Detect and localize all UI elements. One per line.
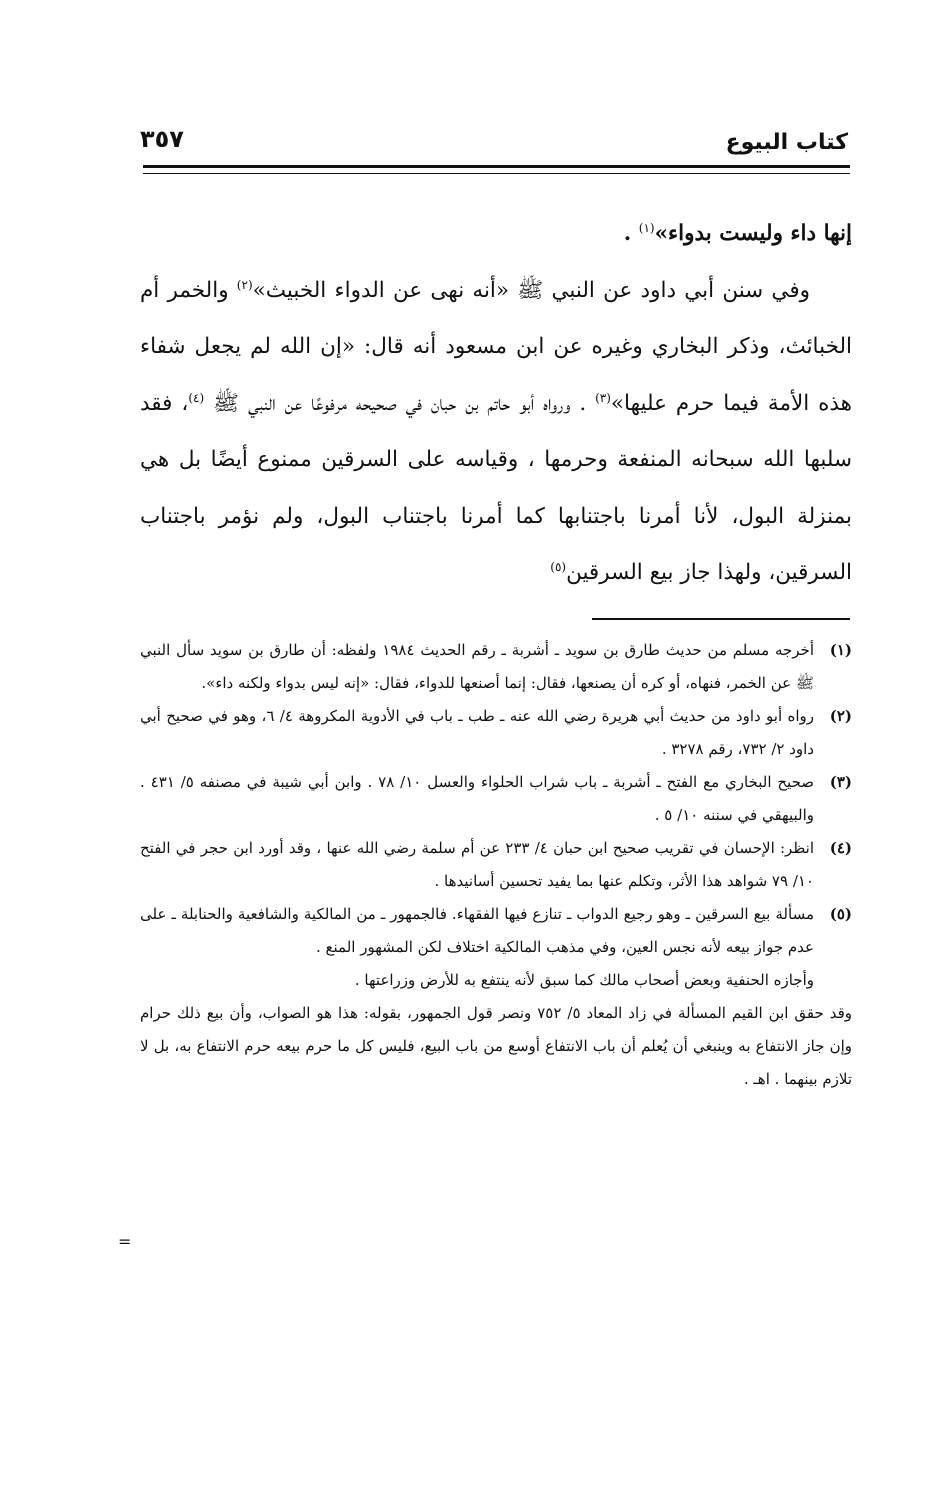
opening-line-end: . <box>623 221 639 246</box>
footnotes-section <box>140 634 852 1096</box>
footnote-4-number: (٤) <box>829 839 852 857</box>
footnote-5-continuation-2: وقد حقق ابن القيم المسألة في زاد المعاد ٥/ ٧٥٢ ونصر قول الجمهور، بقوله: هذا هو الصواب، وأن بيع ذلك حرام وإن جاز الانتفاع به وينبغي أن يُعلم أن باب الانتفاع أوسع من باب البيع، فليس كل ما حرم بيعه حرم الانتفاع به، بل لا تلازم بينهما . اهـ . <box>140 1004 852 1088</box>
paragraph-segment-2: والخمر أم الخبائث، وذكر البخاري وغيره عن ابن مسعود أنه قال: «إن الله لم يجعل شفاء هذه الأمة فيما حرم عليها» <box>140 277 853 416</box>
footnote-3-text: صحيح البخاري مع الفتح ـ أشربة ـ باب شراب الحلواء والعسل ١٠/ ٧٨ . وابن أبي شيبة في مصنفه ٥/ ٤٣١ . والبيهقي في سننه ١٠/ ٥ . <box>140 773 815 824</box>
running-header <box>140 118 852 158</box>
main-paragraph <box>140 263 852 602</box>
footnote-2 <box>140 700 852 766</box>
footnote-1-text: أخرجه مسلم من حديث طارق بن سويد ـ أشربة ـ رقم الحديث ١٩٨٤ ولفظه: أن طارق بن سويد سأل النبي ﷺ عن الخمر، فنهاه، أو كره أن يصنعها، فقال: إنما أصنعها للدواء، فقال: «إنه ليس بدواء ولكنه داء». <box>140 641 814 692</box>
footnote-4-text: انظر: الإحسان في تقريب صحيح ابن حبان ٤/ ٢٣٣ عن أم سلمة رضي الله عنها ، وقد أورد ابن حجر في الفتح ١٠/ ٧٩ شواهد هذا الأثر، وتكلم عنها بما يفيد تحسين أسانيدها . <box>140 839 814 890</box>
footnote-ref-1[interactable]: (١) <box>638 220 655 235</box>
footnote-5-number: (٥) <box>829 905 852 923</box>
page-number: ٣٥٧ <box>140 125 184 153</box>
opening-line-text: إنها داء وليست بدواء» <box>654 221 852 246</box>
paragraph-segment-4: ، فقد سلبها الله سبحانه المنفعة وحرمها ، وقياسه على السرقين ممنوع أيضًا بل هي بمنزلة البول، لأنا أمرنا باجتنابها كما أمرنا باجتناب البول، ولم نؤمر باجتناب السرقين، ولهذا جاز بيع السرقين <box>140 390 852 585</box>
main-body-text <box>140 206 852 602</box>
footnote-ref-2[interactable]: (٢) <box>236 277 253 292</box>
footnote-5 <box>140 898 852 964</box>
footnote-1-number: (١) <box>829 641 852 659</box>
opening-line <box>140 206 852 263</box>
chapter-title: كتاب البيوع <box>725 130 848 155</box>
footnote-3-number: (٣) <box>829 773 852 791</box>
header-double-rule <box>143 165 850 174</box>
footnote-4 <box>140 832 852 898</box>
footnote-5-text: مسألة بيع السرقين ـ وهو رجيع الدواب ـ تنازع فيها الفقهاء. فالجمهور ـ من المالكية والشافعية والحنابلة ـ على عدم جواز بيعه لأنه نجس العين، وفي مذهب المالكية اختلاف لكن المشهور المنع . <box>140 905 814 956</box>
footnote-ref-5[interactable]: (٥) <box>550 559 567 574</box>
paragraph-segment-3: . ورواه أبو حاتم بن حبان في صحيحه مرفوعًا عن النبي ﷺ <box>204 390 596 416</box>
footnote-ref-4[interactable]: (٤) <box>188 390 205 405</box>
footnote-3 <box>140 766 852 832</box>
footnote-ref-3[interactable]: (٣) <box>595 390 611 405</box>
footnote-5-continuation-1: وأجازه الحنفية وبعض أصحاب مالك كما سبق لأنه ينتفع به للأرض وزراعتها . <box>354 971 814 989</box>
paragraph-segment-1: وفي سنن أبي داود عن النبي ﷺ «أنه نهى عن الدواء الخبيث» <box>252 277 810 303</box>
continuation-mark: = <box>118 1232 132 1251</box>
footnote-2-text: رواه أبو داود من حديث أبي هريرة رضي الله عنه ـ طب ـ باب في الأدوية المكروهة ٤/ ٦، وهو في صحيح أبي داود ٢/ ٧٣٢، رقم ٣٢٧٨ . <box>140 707 814 758</box>
footnote-1 <box>140 634 852 700</box>
footnote-separator <box>592 618 850 620</box>
footnote-2-number: (٢) <box>829 707 852 725</box>
